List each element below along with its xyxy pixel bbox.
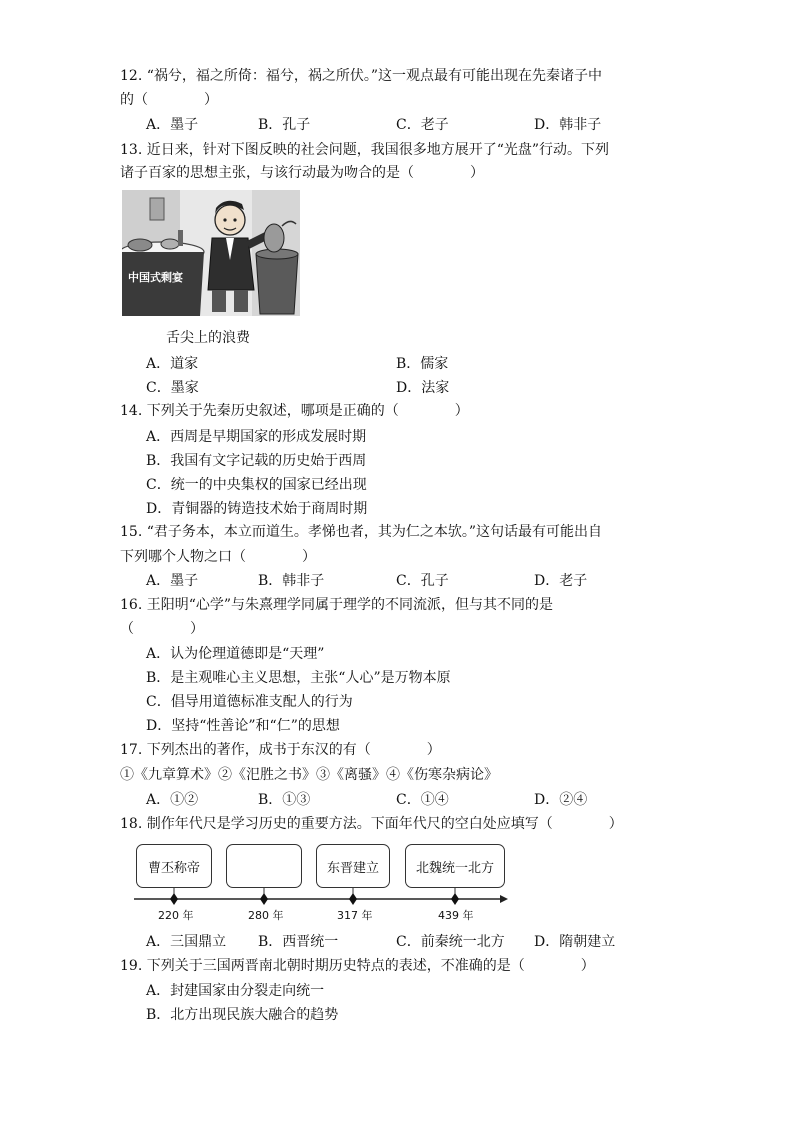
q14-option-c[interactable]: C．统一的中央集权的国家已经出现 <box>146 477 367 493</box>
q18-option-c[interactable]: C．前秦统一北方 <box>396 934 505 950</box>
q14-option-a[interactable]: A．西周是早期国家的形成发展时期 <box>146 429 367 445</box>
q17-option-a[interactable]: A．①② <box>146 792 199 808</box>
timeline-box-1: 曹丕称帝 <box>136 844 212 888</box>
q17-stem-line2: ①《九章算术》②《汜胜之书》③《离骚》④《伤寒杂病论》 <box>120 767 498 783</box>
timeline-year-1: 220 年 <box>158 909 194 922</box>
q16-option-d[interactable]: D．坚持“性善论”和“仁”的思想 <box>146 718 340 734</box>
timeline-year-2: 280 年 <box>248 909 284 922</box>
timeline-box-4: 北魏统一北方 <box>405 844 505 888</box>
q18-option-b[interactable]: B．西晋统一 <box>258 934 339 950</box>
q18-option-a[interactable]: A．三国鼎立 <box>146 934 227 950</box>
q19-option-b[interactable]: B．北方出现民族大融合的趋势 <box>146 1007 339 1023</box>
q15-option-c[interactable]: C．孔子 <box>396 573 449 589</box>
q19-option-a[interactable]: A．封建国家由分裂走向统一 <box>146 983 325 999</box>
q13-stem-line1: 13. 近日来，针对下图反映的社会问题，我国很多地方展开了“光盘”行动。下列 <box>120 142 610 158</box>
q14-option-b[interactable]: B．我国有文字记载的历史始于西周 <box>146 453 367 469</box>
q17-option-d[interactable]: D．②④ <box>534 792 588 808</box>
q13-option-d[interactable]: D．法家 <box>396 380 450 396</box>
q17-option-c[interactable]: C．①④ <box>396 792 449 808</box>
q15-stem-line1: 15. “君子务本，本立而道生。孝悌也者，其为仁之本欤。”这句话最有可能出自 <box>120 524 603 540</box>
timeline-year-3: 317 年 <box>337 909 373 922</box>
q13-option-c[interactable]: C．墨家 <box>146 380 199 396</box>
q12-stem-line2: 的（ ） <box>120 92 218 108</box>
q18-option-d[interactable]: D．隋朝建立 <box>534 934 616 950</box>
q12-option-b[interactable]: B．孔子 <box>258 117 311 133</box>
q18-stem: 18. 制作年代尺是学习历史的重要方法。下面年代尺的空白处应填写（ ） <box>120 816 623 832</box>
q15-stem-line2: 下列哪个人物之口（ ） <box>120 549 316 565</box>
q12-option-d[interactable]: D．韩非子 <box>534 117 602 133</box>
food-waste-cartoon <box>122 190 300 316</box>
q16-option-b[interactable]: B．是主观唯心主义思想，主张“人心”是万物本原 <box>146 670 451 686</box>
q16-option-a[interactable]: A．认为伦理道德即是“天理” <box>146 646 325 662</box>
q16-stem-line1: 16. 王阳明“心学”与朱熹理学同属于理学的不同流派，但与其不同的是 <box>120 597 554 613</box>
cartoon-label: 中国式剩宴 <box>128 271 183 284</box>
q17-option-b[interactable]: B．①③ <box>258 792 311 808</box>
timeline-year-4: 439 年 <box>438 909 474 922</box>
q16-option-c[interactable]: C．倡导用道德标准支配人的行为 <box>146 694 353 710</box>
q15-option-b[interactable]: B．韩非子 <box>258 573 325 589</box>
q15-option-a[interactable]: A．墨子 <box>146 573 199 589</box>
q15-option-d[interactable]: D．老子 <box>534 573 588 589</box>
q16-stem-line2: （ ） <box>120 621 204 637</box>
timeline <box>132 840 512 925</box>
q13-caption: 舌尖上的浪费 <box>166 330 250 346</box>
q12-stem-line1: 12. “祸兮，福之所倚：福兮，祸之所伏。”这一观点最有可能出现在先秦诸子中 <box>120 68 603 84</box>
q12-option-a[interactable]: A．墨子 <box>146 117 199 133</box>
timeline-axis <box>132 840 512 910</box>
q17-stem-line1: 17. 下列杰出的著作，成书于东汉的有（ ） <box>120 742 441 758</box>
q14-stem: 14. 下列关于先秦历史叙述，哪项是正确的（ ） <box>120 403 469 419</box>
timeline-box-3: 东晋建立 <box>316 844 390 888</box>
q13-option-a[interactable]: A．道家 <box>146 356 199 372</box>
q19-stem: 19. 下列关于三国两晋南北朝时期历史特点的表述，不准确的是（ ） <box>120 958 595 974</box>
q12-option-c[interactable]: C．老子 <box>396 117 449 133</box>
q13-option-b[interactable]: B．儒家 <box>396 356 449 372</box>
q13-stem-line2: 诸子百家的思想主张，与该行动最为吻合的是（ ） <box>120 165 484 181</box>
q14-option-d[interactable]: D．青铜器的铸造技术始于商周时期 <box>146 501 368 517</box>
